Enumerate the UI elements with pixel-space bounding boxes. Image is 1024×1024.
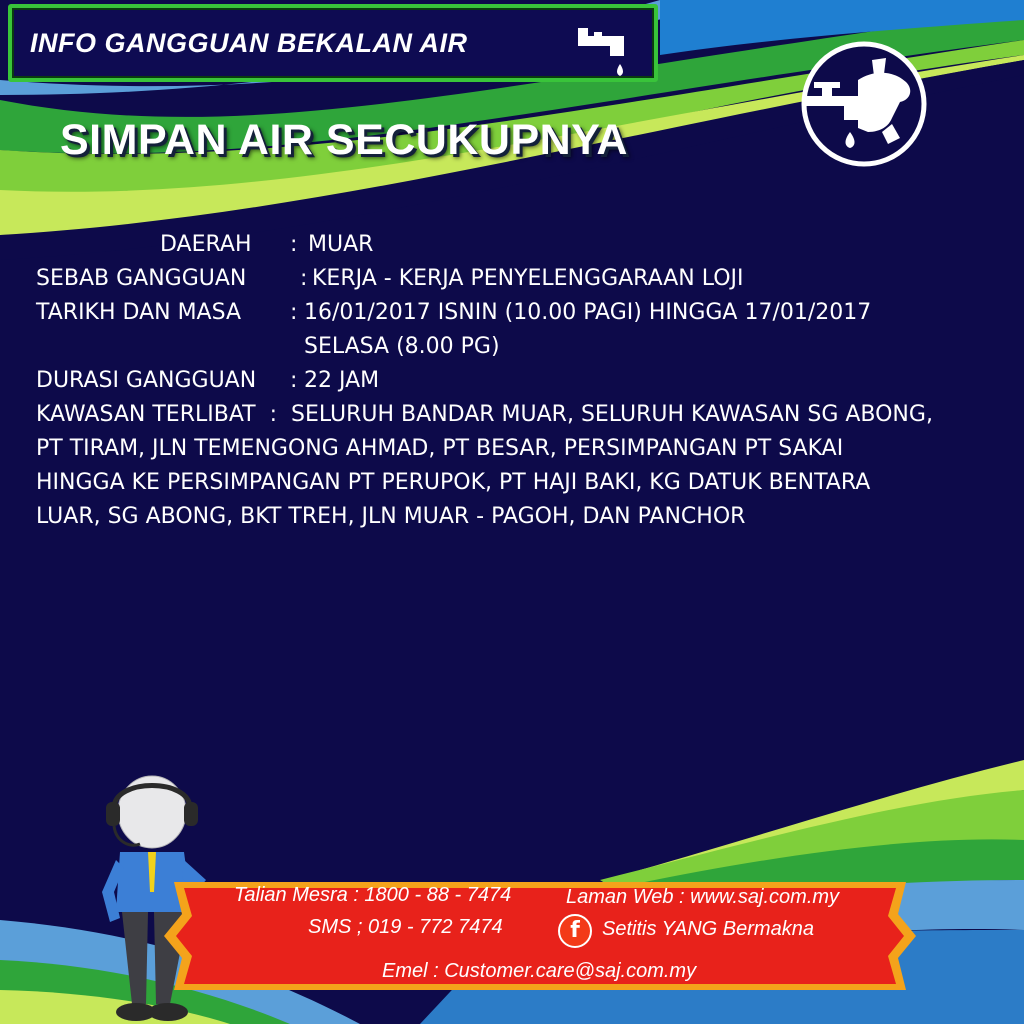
value-durasi: 22 JAM (304, 368, 380, 393)
header-banner (8, 4, 658, 82)
separator: : (255, 402, 291, 427)
value-daerah: MUAR (308, 232, 374, 257)
tap-and-wrench-icon (788, 40, 940, 168)
email-text[interactable]: Emel : Customer.care@saj.com.my (382, 960, 697, 982)
facebook-icon[interactable]: f (558, 914, 592, 948)
separator: : (290, 232, 298, 257)
row-sebab (36, 262, 996, 296)
row-tarikh-cont (36, 330, 996, 364)
label-sebab: SEBAB GANGGUAN (36, 266, 247, 291)
row-durasi (36, 364, 996, 398)
headline: SIMPAN AIR SECUKUPNYA (60, 116, 628, 164)
facebook-text[interactable]: Setitis YANG Bermakna (602, 918, 814, 940)
value-tarikh-line2: SELASA (8.00 PG) (304, 334, 500, 359)
separator: : (290, 300, 298, 325)
row-daerah (36, 228, 996, 262)
label-daerah: DAERAH (160, 232, 252, 257)
label-kawasan: KAWASAN TERLIBAT (36, 402, 256, 427)
separator: : (300, 266, 308, 291)
water-tap-icon (574, 22, 638, 80)
label-durasi: DURASI GANGGUAN (36, 368, 257, 393)
banner-title: INFO GANGGUAN BEKALAN AIR (30, 28, 468, 58)
info-block (36, 228, 996, 534)
row-tarikh (36, 296, 996, 330)
hotline-text: Talian Mesra : 1800 - 88 - 7474 (234, 884, 512, 906)
separator: : (290, 368, 298, 393)
value-sebab: KERJA - KERJA PENYELENGGARAAN LOJI (312, 266, 744, 291)
value-kawasan: SELURUH BANDAR MUAR, SELURUH KAWASAN SG ABONG, PT TIRAM, JLN TEMENGONG AHMAD, PT BESAR, PERSIMPANGAN PT SAKAI HINGGA KE PERSIMPANGAN PT PERUPOK, PT HAJI BAKI, KG DATUK BENTARA LUAR, SG ABONG, BKT TREH, JLN MUAR - PAGOH, DAN PANCHOR (36, 402, 933, 529)
website-text[interactable]: Laman Web : www.saj.com.my (566, 886, 840, 908)
sms-text: SMS ; 019 - 772 7474 (308, 916, 503, 938)
row-kawasan (36, 398, 936, 534)
label-tarikh: TARIKH DAN MASA (36, 300, 242, 325)
value-tarikh-line1: 16/01/2017 ISNIN (10.00 PAGI) HINGGA 17/01/2017 (304, 300, 872, 325)
